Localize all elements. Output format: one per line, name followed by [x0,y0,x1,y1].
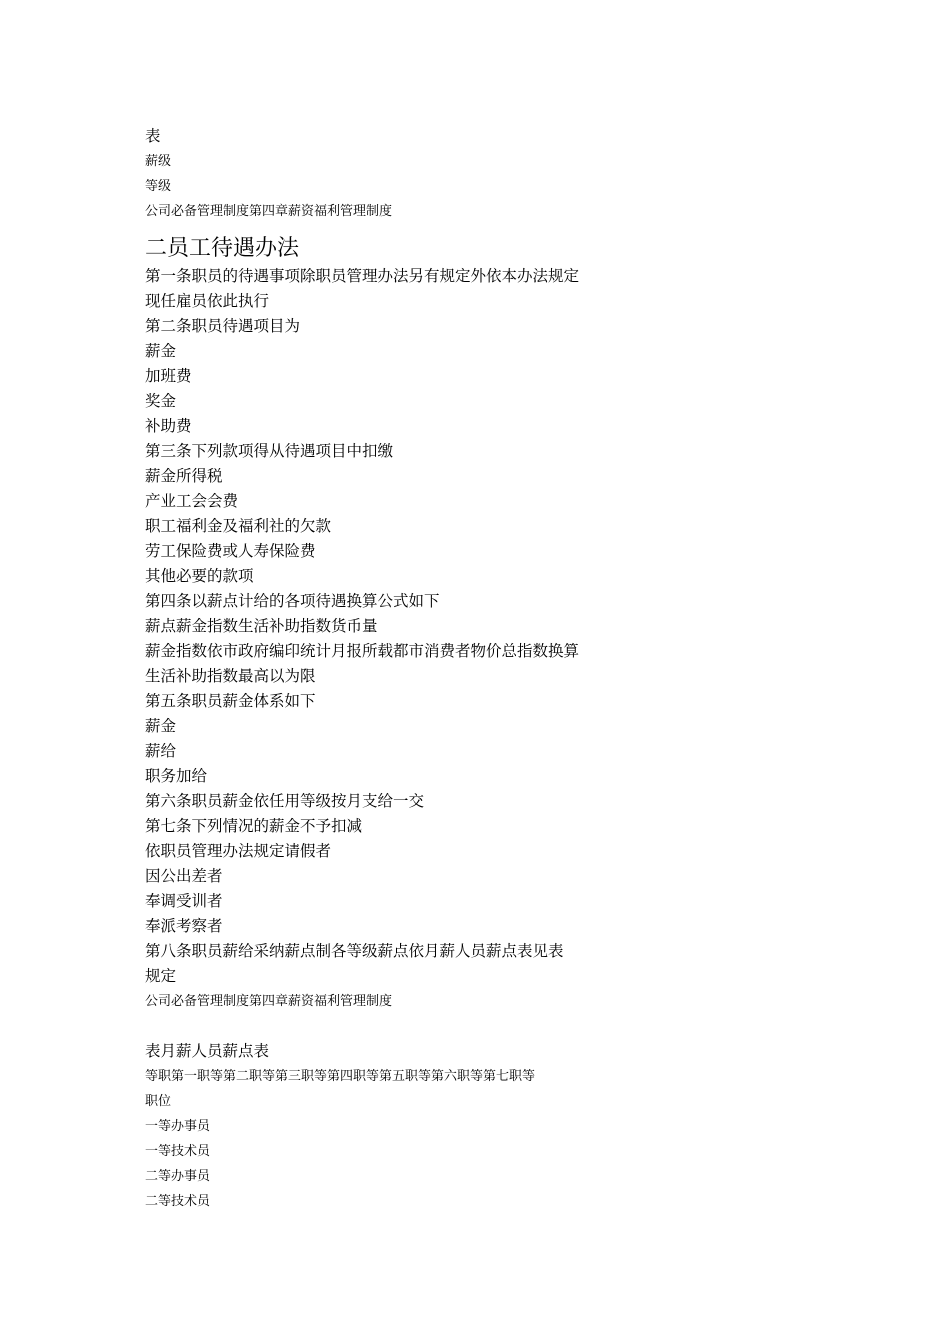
body-line: 薪金 [145,342,177,360]
body-line: 第四条以薪点计给的各项待遇换算公式如下 [145,592,440,610]
table-row: 二等办事员 [145,1169,211,1184]
body-line: 薪金指数依市政府编印统计月报所载都市消费者物价总指数换算 [145,642,580,660]
body-line: 第二条职员待遇项目为 [145,317,301,335]
body-line: 奉调受训者 [145,892,223,910]
section-header: 公司必备管理制度第四章薪资福利管理制度 [145,204,393,219]
body-line: 补助费 [145,417,192,435]
body-line: 第八条职员薪给采纳薪点制各等级薪点依月薪人员薪点表见表 [145,942,564,960]
body-line: 第一条职员的待遇事项除职员管理办法另有规定外依本办法规定 [145,267,580,285]
body-line: 依职员管理办法规定请假者 [145,842,332,860]
body-line: 第七条下列情况的薪金不予扣减 [145,817,363,835]
body-line: 生活补助指数最高以为限 [145,667,316,685]
body-line: 第五条职员薪金体系如下 [145,692,316,710]
body-line: 薪金所得税 [145,467,223,485]
body-line: 规定 [145,967,177,985]
body-line: 薪给 [145,742,177,760]
body-line: 薪金 [145,717,177,735]
body-line: 奖金 [145,392,177,410]
section-header: 公司必备管理制度第四章薪资福利管理制度 [145,994,393,1009]
body-line: 奉派考察者 [145,917,223,935]
body-line: 薪点薪金指数生活补助指数货币量 [145,617,378,635]
table-title: 表月薪人员薪点表 [145,1042,270,1060]
spacer [145,1014,905,1039]
body-line: 其他必要的款项 [145,567,254,585]
body-line: 劳工保险费或人寿保险费 [145,542,316,560]
table-header-row: 等职第一职等第二职等第三职等第四职等第五职等第六职等第七职等 [145,1069,536,1084]
text-line: 表 [145,127,161,145]
text-line: 等级 [145,179,172,194]
body-line: 第六条职员薪金依任用等级按月支给一交 [145,792,425,810]
table-row: 一等办事员 [145,1119,211,1134]
body-line: 因公出差者 [145,867,223,885]
body-line: 第三条下列款项得从待遇项目中扣缴 [145,442,394,460]
section-heading: 二员工待遇办法 [145,236,300,261]
text-line: 薪级 [145,154,172,169]
body-line: 产业工会会费 [145,492,239,510]
document-page [145,124,905,1214]
body-line: 职工福利金及福利社的欠款 [145,517,332,535]
spacer [145,224,905,234]
table-row: 职位 [145,1094,172,1109]
table-row: 二等技术员 [145,1194,211,1209]
table-row: 一等技术员 [145,1144,211,1159]
body-line: 现任雇员依此执行 [145,292,270,310]
body-line: 职务加给 [145,767,208,785]
body-line: 加班费 [145,367,192,385]
